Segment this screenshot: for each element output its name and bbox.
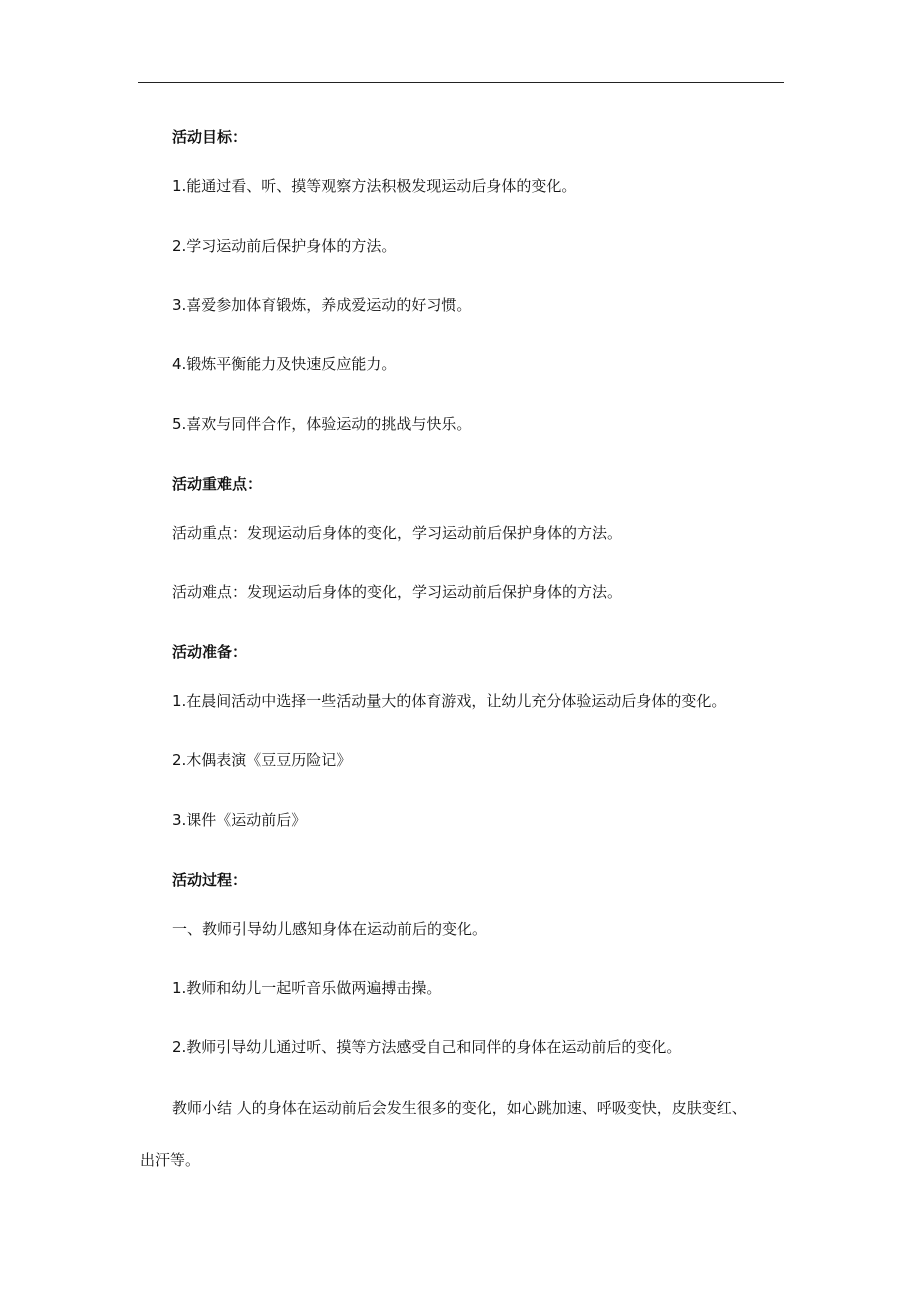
process-item-2: 1.教师和幼儿一起听音乐做两遍搏击操。: [172, 979, 442, 997]
process-item-3: 2.教师引导幼儿通过听、摸等方法感受自己和同伴的身体在运动前后的变化。: [172, 1038, 682, 1056]
preparation-heading: 活动准备：: [172, 643, 248, 661]
goals-heading: 活动目标：: [172, 128, 248, 146]
goal-item-5: 5.喜欢与同伴合作，体验运动的挑战与快乐。: [172, 415, 472, 433]
process-heading: 活动过程：: [172, 871, 248, 889]
key-point-item-2: 活动难点：发现运动后身体的变化，学习运动前后保护身体的方法。: [172, 583, 623, 601]
key-points-heading: 活动重难点：: [172, 475, 263, 493]
process-item-1: 一、教师引导幼儿感知身体在运动前后的变化。: [172, 920, 488, 938]
process-summary-line-1: 教师小结 人的身体在运动前后会发生很多的变化，如心跳加速、呼吸变快，皮肤变红、: [172, 1099, 747, 1117]
preparation-item-2: 2.木偶表演《豆豆历险记》: [172, 751, 352, 769]
goal-item-3: 3.喜爱参加体育锻炼，养成爱运动的好习惯。: [172, 296, 472, 314]
goal-item-1: 1.能通过看、听、摸等观察方法积极发现运动后身体的变化。: [172, 177, 577, 195]
goal-item-2: 2.学习运动前后保护身体的方法。: [172, 237, 397, 255]
process-summary-line-2: 出汗等。: [140, 1151, 201, 1169]
key-point-item-1: 活动重点：发现运动后身体的变化，学习运动前后保护身体的方法。: [172, 524, 623, 542]
preparation-item-3: 3.课件《运动前后》: [172, 811, 307, 829]
header-rule: [138, 82, 784, 83]
goal-item-4: 4.锻炼平衡能力及快速反应能力。: [172, 355, 397, 373]
preparation-item-1: 1.在晨间活动中选择一些活动量大的体育游戏，让幼儿充分体验运动后身体的变化。: [172, 692, 727, 710]
